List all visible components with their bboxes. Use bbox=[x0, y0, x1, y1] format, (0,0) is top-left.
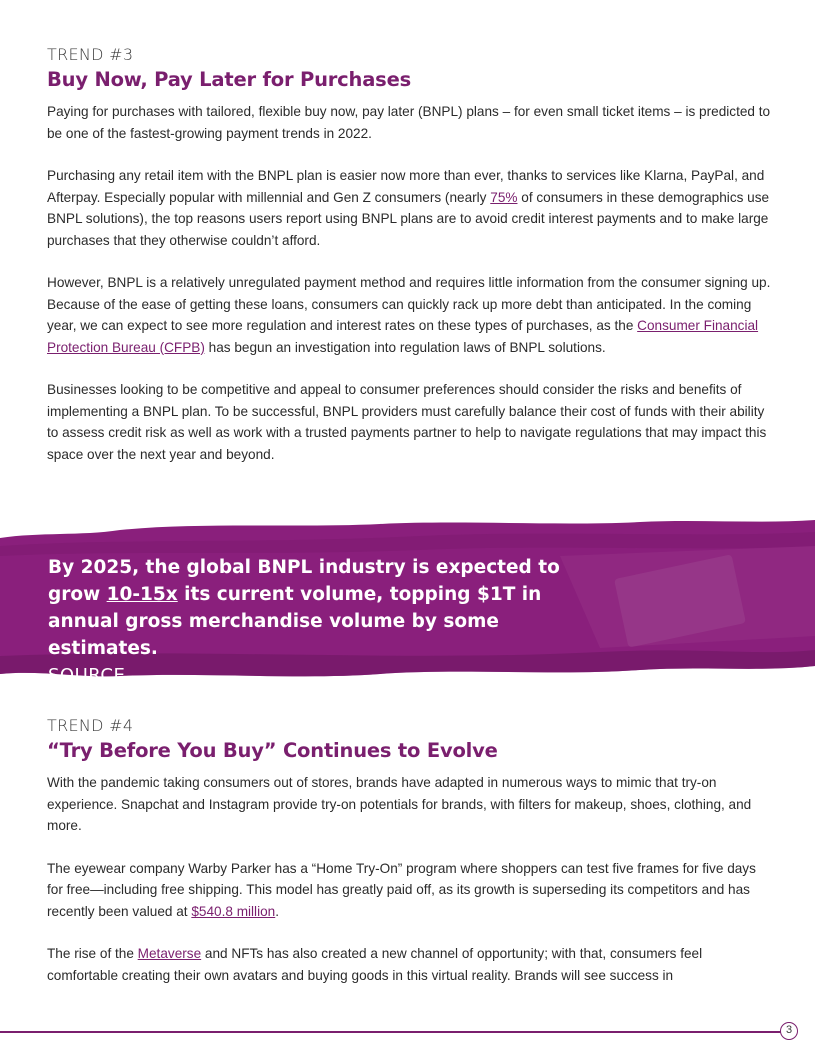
callout-banner bbox=[0, 516, 815, 684]
valuation-link[interactable]: $540.8 million bbox=[191, 903, 276, 919]
trend-3-paragraph-2 bbox=[47, 165, 772, 251]
trend-4-paragraph-2 bbox=[47, 858, 772, 923]
text-run: and NFTs has also created a new channel of opportunity; with that, consumers feel comfortable creating their own avatars and buying goods in this virtual reality. Brands will see success in bbox=[47, 946, 703, 983]
stat-75-link[interactable]: 75% bbox=[490, 189, 518, 205]
metaverse-link[interactable]: Metaverse bbox=[137, 946, 202, 961]
trend-3-heading: Buy Now, Pay Later for Purchases bbox=[47, 68, 412, 91]
trend-3-label: TREND #3 bbox=[47, 45, 134, 64]
trend-4-paragraph-1: With the pandemic taking consumers out of stores, brands have adapted in numerous ways to mimic that try-on experience. Snapchat and Instagram provide try-on potentials for brands, with filters for makeup, shoes, clothing, and more. bbox=[47, 775, 752, 833]
cfpb-link[interactable]: Consumer Financial Protection Bureau (CFPB) bbox=[47, 318, 759, 355]
text-run: The rise of the bbox=[47, 946, 138, 961]
footer-rule bbox=[0, 1031, 781, 1033]
text-run: its current volume, topping $1T in annual gross merchandise volume by some estimates. bbox=[48, 584, 542, 659]
text-run: However, BNPL is a relatively unregulated payment method and requires little information from the consumer signing up. Because of the ease of getting these loans, consumers can quickly rack up more debt than anticipated. In the coming year, we can expect to see more regulation and interest rates on these types of purchases, as the bbox=[47, 275, 771, 333]
text-run: The eyewear company Warby Parker has a “Home Try-On” program where shoppers can test five frames for five days for free—including free shipping. This model has greatly paid off, as its growth is superseding its competitors and has recently been valued at bbox=[47, 860, 756, 919]
source-link[interactable]: SOURCE bbox=[48, 665, 126, 686]
trend-4-paragraph-3 bbox=[47, 943, 772, 986]
trend-4-label: TREND #4 bbox=[47, 716, 134, 735]
text-run: has begun an investigation into regulation laws of BNPL solutions. bbox=[204, 339, 606, 355]
text-run: Purchasing any retail item with the BNPL plan is easier now more than ever, thanks to services like Klarna, PayPal, and Afterpay. Especially popular with millennial and Gen Z consumers (nearly bbox=[47, 168, 765, 205]
trend-4-section bbox=[47, 716, 772, 1007]
trend-3-paragraph-4: Businesses looking to be competitive and appeal to consumer preferences should consider the risks and benefits of implementing a BNPL plan. To be successful, BNPL providers must carefully balance their cost of funds with their ability to assess credit risk as well as work with a trusted payments partner to help to navigate regulations that may impact this space over the next year and beyond. bbox=[47, 382, 767, 462]
trend-4-heading: “Try Before You Buy” Continues to Evolve bbox=[47, 739, 498, 762]
growth-link[interactable]: 10-15x bbox=[106, 584, 178, 605]
text-run: . bbox=[275, 903, 280, 919]
page-number: 3 bbox=[780, 1022, 798, 1040]
trend-3-paragraph-1: Paying for purchases with tailored, flexible buy now, pay later (BNPL) plans – for even small ticket items – is predicted to be one of the fastest-growing payment trends in 2022. bbox=[47, 104, 771, 141]
text-run: By 2025, the global BNPL industry is expected to grow bbox=[48, 557, 560, 605]
trend-3-section bbox=[47, 45, 772, 486]
trend-3-paragraph-3 bbox=[47, 272, 772, 358]
text-run: of consumers in these demographics use BNPL solutions), the top reasons users report using BNPL plans are to avoid credit interest payments and to make large purchases that they otherwise couldn’t afford. bbox=[47, 189, 770, 248]
callout-text bbox=[48, 554, 568, 689]
